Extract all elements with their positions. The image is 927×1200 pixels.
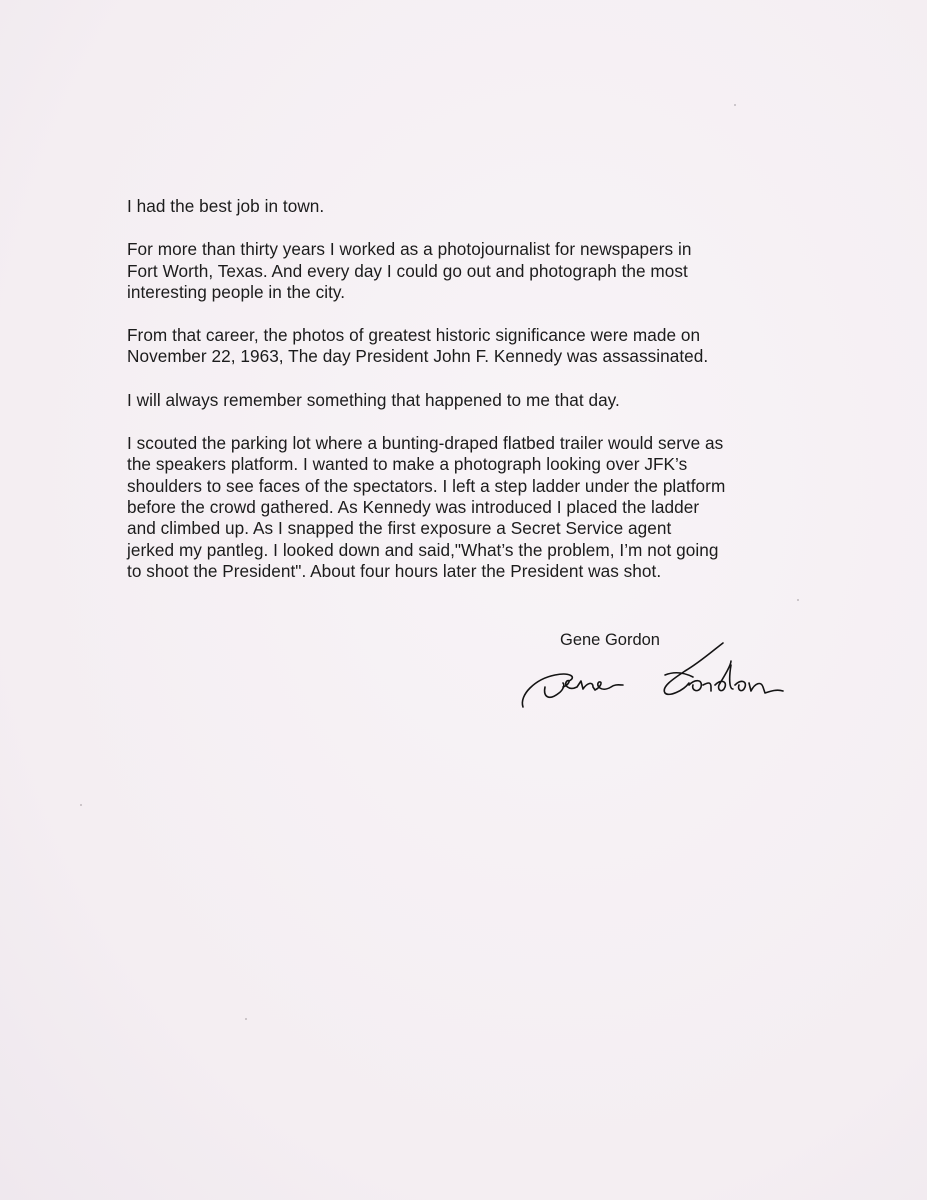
paragraph-story: I scouted the parking lot where a bunting-draped flatbed trailer would serve as the speakers platform. I wanted to make a photograph looking over JFK’s shoulders to see faces of the spectators. I left a step ladder under the platform before the crowd gathered. As Kennedy was introduced I placed the ladder and climbed up. As I snapped the first exposure a Secret Service agent jerked my pantleg. I looked down and said,"What’s the problem, I’m not going to shoot the President". About four hours later the President was shot.	[127, 433, 726, 581]
paragraph-career: For more than thirty years I worked as a photojournalist for newspapers in Fort Worth, Texas. And every day I could go out and photograph the most interesting people in the city.	[127, 239, 692, 302]
letter-body	[127, 196, 827, 604]
printed-name: Gene Gordon	[560, 631, 660, 649]
handwritten-signature	[515, 635, 820, 715]
paper-speck	[80, 804, 82, 806]
paragraph-historic: From that career, the photos of greatest historic significance were made on November 22, 1963, The day President John F. Kennedy was assassinated.	[127, 325, 709, 367]
paper-speck	[245, 1018, 247, 1020]
paper-speck	[734, 104, 736, 106]
paragraph-remember: I will always remember something that happened to me that day.	[127, 389, 620, 410]
paragraph-opening: I had the best job in town.	[127, 196, 325, 216]
